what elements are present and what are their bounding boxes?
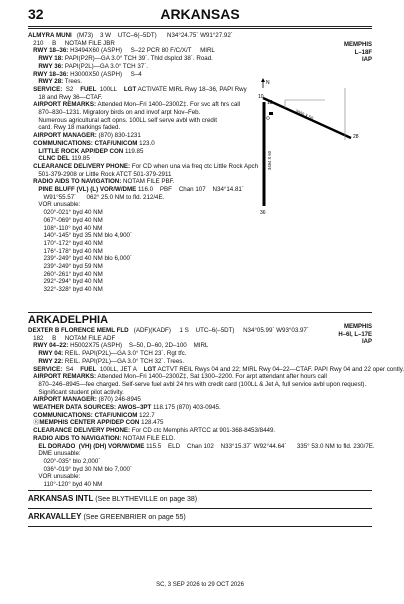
almyra-line: AIRPORT MANAGER: (870) 830-1231 — [33, 132, 141, 140]
state-title: ARKANSAS — [160, 6, 240, 22]
arkadelphia-line: 182 B NOTAM FILE ADF — [28, 334, 116, 342]
almyra-line: RWY 18–36: H3494X60 (ASPH) S–22 PCR 80 F/C/X/T MIRL — [33, 47, 215, 55]
almyra-line: RWY 18: PAPI(P2R)—GA 3.0° TCH 39´. Thld dsplcd 38´. Road. — [38, 55, 213, 63]
header-rule-2 — [28, 28, 372, 29]
almyra-tag-2: L–18F — [354, 49, 372, 56]
page-number: 32 — [28, 6, 44, 22]
almyra-line: CLNC DEL 119.85 — [38, 155, 90, 163]
almyra-line: RWY 18–36: H3000X50 (ASPH) S–4 — [33, 70, 142, 78]
footer-dates: SC, 3 SEP 2026 to 29 OCT 2026 — [156, 582, 244, 588]
arkavalley-entry — [28, 512, 186, 521]
rwy-label-28: 28 — [353, 134, 359, 140]
arkadelphia-line: EL DORADO (VH) (DH) VOR/W/DME 115.5 ELD Chan 102 N33°15.37´ W92°44.64´ 335° 53.0 NM to fld. 230/7E. — [38, 442, 375, 450]
arkadelphia-line: VOR unusable: — [28, 473, 81, 481]
almyra-line: 170°-172° byd 40 NM — [28, 239, 103, 247]
section-rule-2 — [28, 490, 372, 491]
arkadelphia-line: RWY 22: REIL. PAPI(P2L)—GA 3.0° TCH 32´. Trees. — [38, 357, 185, 365]
almyra-line: CLEARANCE DELIVERY PHONE: For CD when una via freq ctc Little Rock Apch — [33, 162, 259, 170]
arkadelphia-line: COMMUNICATIONS: CTAF/UNICOM 122.7 — [33, 411, 155, 419]
rwy-dim-10-28: 3000 X 50 — [294, 108, 315, 121]
almyra-line: 210 B NOTAM FILE JBR — [28, 39, 115, 47]
almyra-line: 18 and Rwy 36—CTAF. — [28, 93, 103, 101]
arkadelphia-line: WEATHER DATA SOURCES: AWOS–3PT 118.175 (870) 403-0945. — [33, 404, 221, 411]
arkadelphia-tag-1: MEMPHIS — [343, 324, 372, 330]
arkavalley-ref: (See GREENBRIER on page 55) — [83, 514, 186, 521]
almyra-line: RWY 36: PAPI(P2L)—GA 3.0° TCH 37´. — [38, 62, 148, 70]
almyra-line: SERVICE: S2 FUEL 100LL LGT ACTIVATE MIRL Rwy 18–36, PAPI Rwy — [33, 85, 247, 93]
almyra-line: W91°55.57´ 062° 25.0 NM to fld. 212/4E. — [28, 193, 165, 201]
almyra-line: ALMYRA MUNI (M73) 3 W UTC–6(–5DT) N34°24.75´ W91°27.92´ — [28, 32, 233, 39]
almyra-line: 108°-110° byd 40 NM — [28, 224, 103, 232]
rwy-dim-18-36: 3494 X 60 — [267, 150, 272, 170]
almyra-line: 260°-261° byd 40 NM — [28, 270, 103, 278]
arkadelphia-line: AIRPORT REMARKS: Attended Mon–Fri 1400–2300Z‡, Sat 1300–2200. For arpt attendant after hours call — [33, 373, 327, 381]
section-rule-4 — [28, 526, 372, 527]
almyra-line: 239°-249° byd 59 NM — [28, 263, 103, 270]
arkadelphia-line: CLEARANCE DELIVERY PHONE: For CD ctc Memphis ARTCC at 901-368-8453/8449. — [33, 427, 276, 435]
north-arrow — [261, 78, 270, 88]
arkadelphia-tag-3: IAP — [361, 339, 372, 345]
almyra-line: LITTLE ROCK APP/DEP CON 119.85 — [38, 147, 144, 155]
almyra-line: card. Rwy 18 markings faded. — [28, 124, 121, 132]
almyra-line: 501-379-2908 or Little Rock ATCT 501-379-2911 — [28, 170, 172, 178]
almyra-line: AIRPORT REMARKS: Attended Mon–Fri 1400–2300Z‡. For svc aft hrs call — [33, 101, 241, 109]
arkadelphia-line: RWY 04–22: H5002X75 (ASPH) S–50, D–60, 2D–100 MIRL — [33, 342, 209, 350]
almyra-line: 239°-249° byd 40 NM blo 6,000´ — [28, 255, 133, 263]
section-rule-3 — [28, 508, 372, 509]
page-header — [28, 6, 372, 24]
almyra-line: 067°-069° byd 40 NM — [28, 216, 103, 224]
arkadelphia-line: 020°-035° blo 2,000´ — [28, 457, 101, 465]
almyra-line: 140°-145° byd 35 NM blo 4,900´ — [28, 232, 133, 240]
arkadelphia-tag-2: H–6I, L–17E — [338, 331, 372, 338]
almyra-line: VOR unusable: — [28, 201, 81, 209]
arkadelphia-line: SERVICE: S4 FUEL 100LL, JET A LGT ACTVT REIL Rwys 04 and 22; MIRL Rwy 04–22—CTAF. PAPI Rwy 04 and 22 oper contly. — [33, 365, 404, 373]
section-rule — [28, 312, 372, 313]
almyra-line: 020°-021° byd 40 NM — [28, 209, 103, 217]
arkansas-intl-entry — [28, 494, 197, 503]
almyra-line: 870–830–1231. Migratory birds on and invof arpt Nov–Feb. — [28, 109, 201, 116]
almyra-line: PINE BLUFF (VL) (L) VOR/W/DME 116.0 PBF Chan 107 N34°14.81´ — [38, 186, 244, 193]
almyra-chart-tags — [344, 42, 372, 65]
almyra-line: COMMUNICATIONS: CTAF/UNICOM 123.0 — [33, 139, 155, 147]
arkadelphia-line: AIRPORT MANAGER: (870) 246-8945 — [33, 396, 141, 404]
almyra-line: RADIO AIDS TO NAVIGATION: NOTAM FILE PBF. — [33, 178, 175, 186]
rwy-label-10: 10 — [258, 94, 264, 100]
city-arkadelphia: ARKADELPHIA — [28, 314, 109, 326]
arkadelphia-line: 036°-019° byd 30 NM blo 7,000´ — [28, 465, 133, 473]
almyra-airport-diagram — [255, 78, 371, 220]
rwy-label-18: 18 — [267, 100, 273, 106]
arkadelphia-line: DME unusable: — [28, 450, 81, 458]
arkavalley-name: ARKAVALLEY — [28, 512, 82, 521]
almyra-tag-1: MEMPHIS — [343, 42, 372, 48]
almyra-line: 292°-294° byd 40 NM — [28, 278, 103, 286]
arkadelphia-line: 110°-120° byd 40 NM — [28, 481, 103, 488]
arkansas-intl-ref: (See BLYTHEVILLE on page 38) — [95, 496, 198, 503]
arkansas-intl-name: ARKANSAS INTL — [28, 494, 94, 503]
arkadelphia-line: DEXTER B FLORENCE MEML FLD (ADF)(KADF) 1 S UTC–6(–5DT) N34°05.99´ W93°03.97´ — [28, 327, 309, 334]
almyra-line: 176°-178° byd 40 NM — [28, 247, 103, 255]
almyra-line: RWY 28: Trees. — [38, 78, 83, 86]
building — [269, 112, 273, 115]
arkadelphia-line: Significant student pilot activity. — [28, 388, 124, 396]
almyra-tag-3: IAP — [361, 57, 372, 63]
rwy-label-36: 36 — [260, 210, 266, 216]
north-label: N — [266, 80, 270, 86]
arkadelphia-line: RWY 04: REIL. PAPI(P2L)—GA 3.0° TCH 23´. Rgt tfc. — [38, 350, 187, 358]
almyra-line: 322°-328° byd 40 NM — [28, 286, 103, 294]
almyra-line: Numerous agricultural acft opns. 100LL self serve avbl with credit — [28, 116, 217, 124]
beacon-icon — [267, 117, 270, 120]
arkadelphia-line: ⓇMEMPHIS CENTER APP/DEP CON 128.475 — [28, 419, 164, 427]
header-rule — [28, 26, 372, 27]
arkadelphia-line: RADIO AIDS TO NAVIGATION: NOTAM FILE ELD. — [33, 434, 176, 442]
arkadelphia-line: 870–246–8945—fee charged. Self-serve fuel avbl 24 hrs with credit card (100LL & Jet A, full service avbl upon request). — [28, 380, 367, 388]
